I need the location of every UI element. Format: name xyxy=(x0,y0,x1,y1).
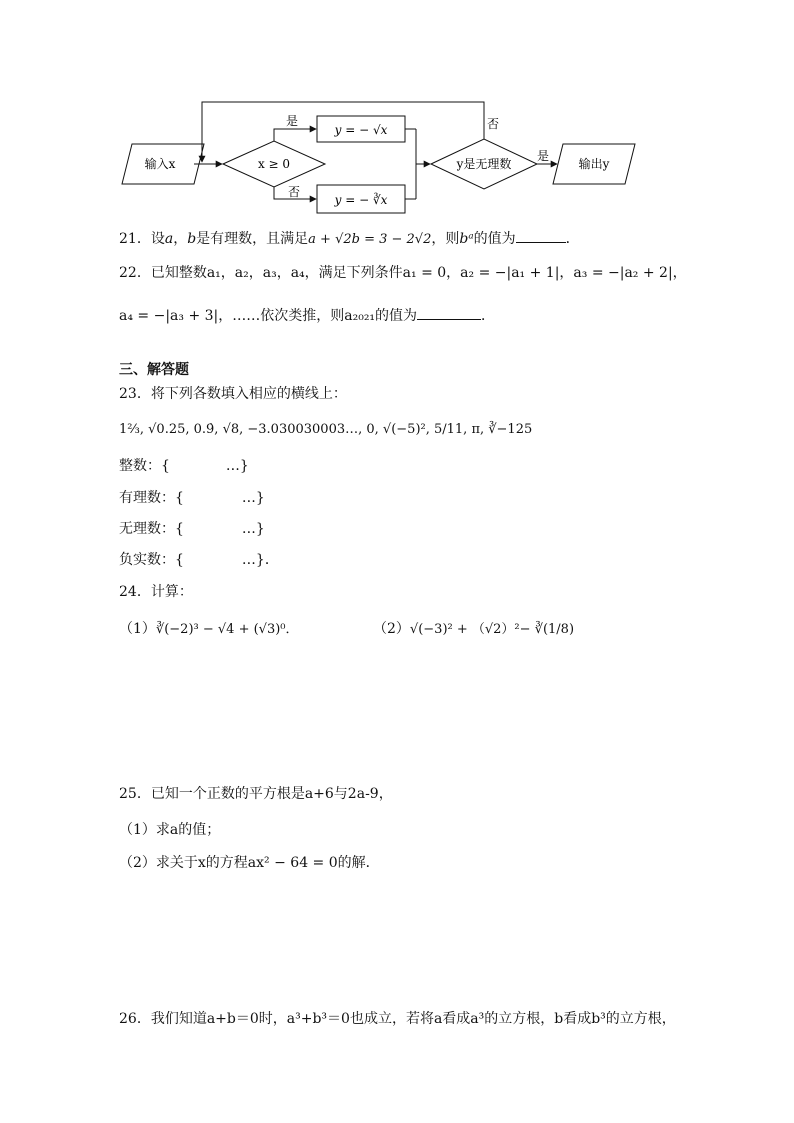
category-integers-end: …} xyxy=(225,458,249,474)
flowchart xyxy=(110,96,650,220)
q21-var-a: a xyxy=(164,231,174,247)
branch-no-formula: y = − ∛x xyxy=(334,193,388,207)
q24-part1-label: （1） xyxy=(119,621,156,637)
q26-text: 我们知道a+b＝0时，a³+b³＝0也成立，若将a看成a³的立方根，b看成b³的立方根， xyxy=(150,1011,676,1027)
q22-end: ． xyxy=(481,308,496,324)
section-title: 三、解答题 xyxy=(119,362,189,378)
branch-yes-line xyxy=(274,129,316,141)
no2-label: 否 xyxy=(487,117,500,131)
q21-text-end: 的值为 xyxy=(473,231,516,247)
no1-label: 否 xyxy=(288,185,301,199)
input-label: 输入x xyxy=(144,157,176,171)
yes1-label: 是 xyxy=(286,114,299,128)
q25-part1: （1）求a的值； xyxy=(119,822,221,838)
q21-end: ． xyxy=(565,231,580,247)
q25-part2: （2）求关于x的方程ax² − 64 = 0的解． xyxy=(119,855,380,871)
q24-part1-expr: ∛(−2)³ − √4 + (√3)⁰． xyxy=(155,622,299,637)
q21-text-middle: 是有理数，且满足 xyxy=(196,231,309,247)
category-negatives-label: 负实数：{ xyxy=(119,552,184,568)
q23-text: 将下列各数填入相应的横线上： xyxy=(150,386,347,402)
q26-number: 26． xyxy=(119,1011,151,1027)
condition1-label: x ≥ 0 xyxy=(257,157,291,171)
category-integers xyxy=(119,456,249,476)
q21-answer-blank[interactable] xyxy=(516,228,566,243)
q21-number: 21． xyxy=(119,231,151,247)
category-irrationals-label: 无理数：{ xyxy=(119,521,184,537)
q22-line2: a₄ = −|a₃ + 3|，……依次类推，则a₂₀₂₁的值为 xyxy=(119,308,418,324)
branch-yes-formula: y = − √x xyxy=(334,123,388,137)
question-22 xyxy=(119,263,687,283)
q23-number: 23． xyxy=(119,386,151,402)
question-26 xyxy=(119,1009,676,1029)
category-negatives xyxy=(119,550,279,570)
q24-part2-expr: √(−3)² + （√2）²− ∛(1/8) xyxy=(409,622,575,637)
q21-sep: ， xyxy=(173,231,188,247)
q24-number: 24． xyxy=(119,584,151,600)
question-25 xyxy=(119,784,393,804)
category-irrationals-end: …} xyxy=(241,521,265,537)
q22-number: 22． xyxy=(119,265,151,281)
q24-part2-label: （2） xyxy=(373,621,410,637)
category-rationals xyxy=(119,488,265,508)
category-negatives-end: …}． xyxy=(241,552,279,568)
q21-var-b: b xyxy=(187,231,197,247)
question-23 xyxy=(119,384,347,404)
q24-part1 xyxy=(119,619,299,640)
category-rationals-end: …} xyxy=(241,490,265,506)
question-24 xyxy=(119,582,193,602)
q25-number: 25． xyxy=(119,786,151,802)
q24-text: 计算： xyxy=(150,584,193,600)
category-rationals-label: 有理数：{ xyxy=(119,490,184,506)
q22-line1: 已知整数a₁，a₂，a₃，a₄，满足下列条件a₁ = 0，a₂ = −|a₁ + 1|，a₃ = −|a₂ + 2|， xyxy=(150,265,687,281)
output-label: 输出y xyxy=(578,157,610,171)
q21-text-after: ，则 xyxy=(431,231,460,247)
q24-part2 xyxy=(373,619,574,640)
q23-numbers: 1⅔, √0.25, 0.9̇, √8, −3.030030003…, 0, √(−5)², 5/11, π, ∛−125 xyxy=(119,422,533,437)
category-irrationals xyxy=(119,519,265,539)
q22-answer-blank[interactable] xyxy=(417,305,481,320)
q25-text: 已知一个正数的平方根是a+6与2a-9， xyxy=(150,786,393,802)
question-21 xyxy=(119,228,580,250)
q21-power: bᵃ xyxy=(459,231,474,247)
q21-text-before: 设 xyxy=(150,231,165,247)
condition2-label: y是无理数 xyxy=(456,157,512,171)
yes2-label: 是 xyxy=(537,149,550,163)
q21-equation: a + √2b = 3 − 2√2 xyxy=(308,232,432,247)
category-integers-label: 整数：{ xyxy=(119,458,170,474)
question-22-line2 xyxy=(119,305,495,326)
